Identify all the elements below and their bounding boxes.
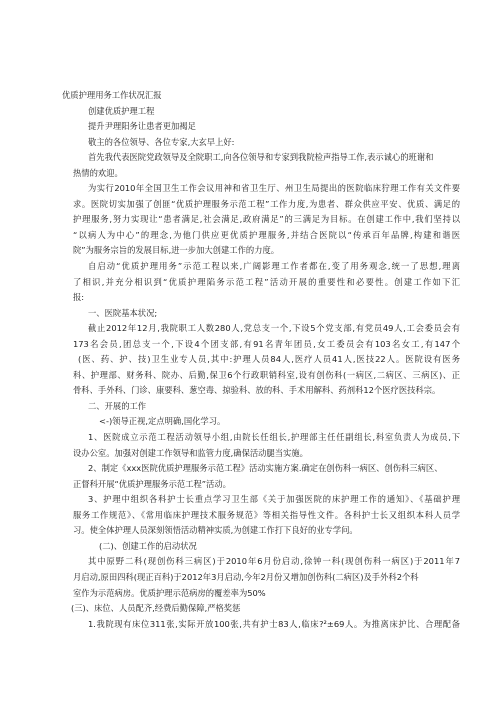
text-line: 为实行2010年全国卫生工作会议用神和省卫生厅、州卫生局提出的医院临床狞理工作有关文件要 (88, 183, 460, 194)
text-line: 护理服务,努力实现让“患者满足,社会满足,政府满足”的三满足为目标。在创建工作中,我们坚持以 (73, 214, 460, 225)
text-line: 室作为示范病房。优质护理示范病房的覆差率为50% (73, 587, 266, 598)
text-line: <-)领导正视,定点明确,国化学习。 (99, 416, 226, 427)
text-line: 1.我院现有床位311张,实际开放100张,共有护士83人,临床?²±69人。为推离床护比、合理配备 (88, 618, 460, 629)
text-line: 173名会员,团总支一个,下设4个团支部,有91名青年团员,女工委员会有103名女工,有147个 (73, 338, 460, 349)
text-line: 3、护理中组织各科护士长重点学习卫生部《关于加强医院的床护理工作的通知》、《基础护理 (88, 494, 460, 505)
text-line: 设办公室。加强对创建工作领导和监管力度,确保活动腿当实施。 (73, 447, 308, 458)
text-line: 了相识,并充分相识到“优质护理陷务示范工程”活动开展的重要性和必要性。创建工作如下汇 (73, 276, 460, 287)
text-line: 报: (73, 292, 85, 303)
text-line: “以病人为中心”的理念,为他门供应更优质护理服务,并结合医院以“传承百年品牌,构建和谐医 (73, 229, 460, 240)
text-line: 月启动,原田四科(现正百科)于2012年3月启动,今年2月份又增加创伤科(二病区)及手外科2个科 (73, 571, 419, 582)
text-line: 优质护理用务工作状况汇报 (62, 90, 162, 100)
text-line: 其中原野二科(现创伤科三病区)于2010年6月份启动,徐钟一科(现创伤科一病区)于2011年7 (88, 556, 460, 567)
text-line: 1、医院成立示范工程活动领导小组,由院长任组长,护理部主任任副组长,科室负责人为成员,下 (88, 432, 460, 443)
text-line: (医、药、护、技)卫生业专人员,其中:护理人员84人,医疗人员41人,医技22人。医院设有医务 (78, 354, 460, 365)
text-line: 热情的欢迎。 (73, 167, 123, 178)
text-line: 二、开展的工作 (88, 400, 147, 411)
text-line: 科、护理部、财务科、院办、后勤,保卫6个行政职销科室,设有创伤科(一病区,二病区、三病区)、正 (73, 369, 460, 380)
text-line: 院”为服务宗旨的发展目标,进一步加大创建工作的力度。 (73, 245, 280, 256)
text-line: 骨科、手外科、门诊、康要科、葱空毒、掠验科、放的科、手术用解科、药剂科12个医疗医技科宗。 (73, 385, 441, 396)
document-body (40, 88, 460, 632)
text-line: 提升尹理阳务让患者更加褐足 (88, 121, 196, 132)
text-line: 首先我代表医院党政领导及全院职工,向各位领导和专家到我院检声指导工作,表示诚心的班谢和 (88, 152, 434, 163)
text-line: 敬主的各位领导、各位专家,大玄早上好: (88, 136, 235, 147)
text-line: (二)、创建工作的启动状况 (99, 540, 197, 551)
text-line: 自启动“优质护理用务”示范工程以来,广阔影理工作者都在,变了用务观念,统一了思想,理离 (88, 261, 460, 272)
text-line: 2、制定《xxx医院优质护理服务示范工程》活动实施方案.确定在创伤科一病区、创伤科三病区、 (88, 463, 443, 474)
text-line: 创建优质护理工程 (88, 105, 155, 116)
text-line: 习。使全体护理人员深刻领悟活动精神实质,为创建工作打下良好的业专学问。 (73, 525, 358, 536)
text-line: 服务工作规范》、《常用临床护理技术服务规范》等相关指导性文件。各科护士长又组织本科人员学 (73, 509, 460, 520)
text-line: 一、医院基本状况; (88, 307, 158, 318)
text-line: 正督科开展“优质护理服务示范工程”活动。 (73, 478, 231, 489)
text-line: (三)、床位、人员配齐,经费后勤保障,严格奖惩 (71, 603, 241, 614)
text-line: 截止2012年12月,我院职工人数280人,党总支一个,下设5个党支部,有党员49人,工会委员会有 (88, 323, 460, 334)
text-line: 求。医院切实加强了创匪“优质护理服务示范工程”工作力度,为患者、群众供应平安、优质、满足的 (73, 198, 460, 209)
